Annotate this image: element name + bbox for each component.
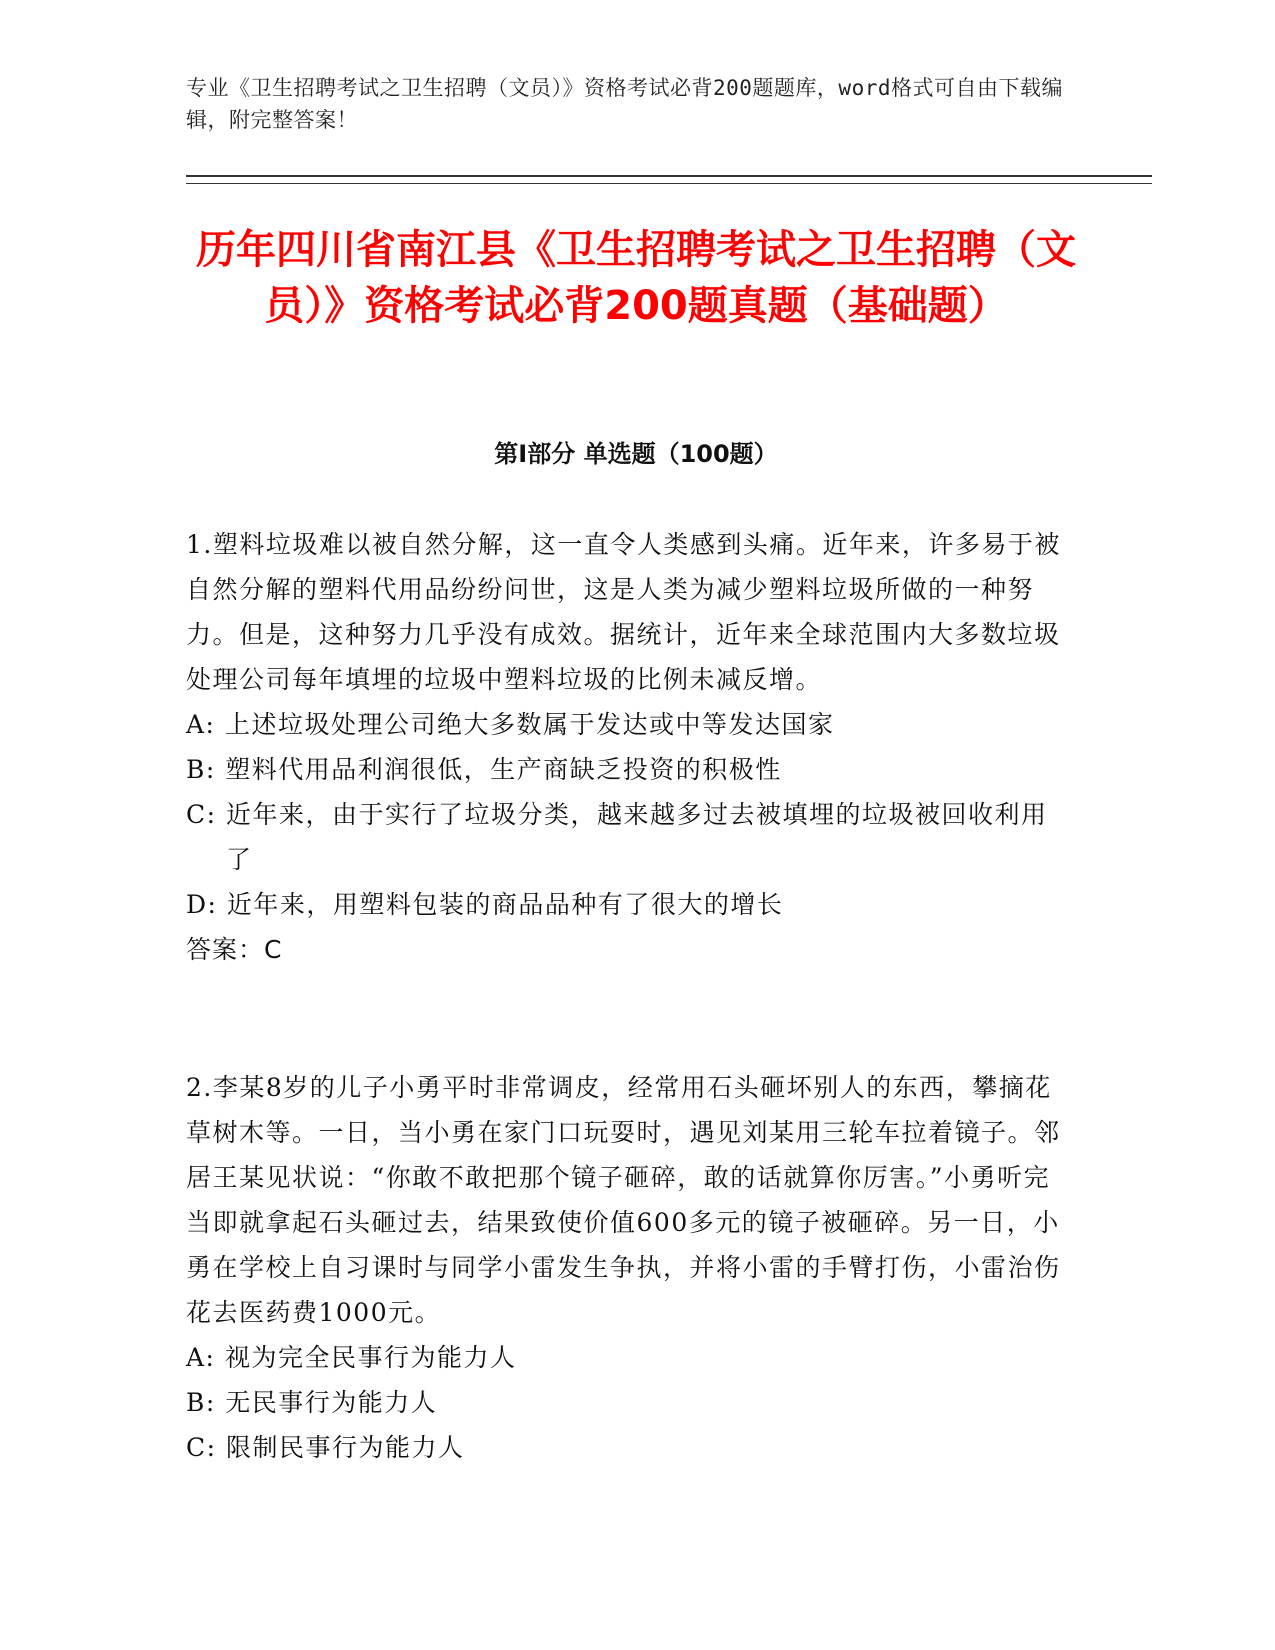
question-stem: 1.塑料垃圾难以被自然分解，这一直令人类感到头痛。近年来，许多易于被自然分解的塑料代用品纷纷问世，这是人类为减少塑料垃圾所做的一种努力。但是，这种努力几乎没有成效。据统计，近年来全球范围内大多数垃圾处理公司每年填埋的垃圾中塑料垃圾的比例未减反增。 xyxy=(186,530,1061,694)
option-text: 塑料代用品利润很低，生产商缺乏投资的积极性 xyxy=(225,755,782,784)
section-heading: 第Ⅰ部分 单选题（100题） xyxy=(494,440,778,468)
option-letter: C: xyxy=(186,1433,226,1462)
header-divider-thin xyxy=(186,183,1152,184)
option-letter: A: xyxy=(186,1343,225,1372)
question-stem: 2.李某8岁的儿子小勇平时非常调皮，经常用石头砸坏别人的东西，攀摘花草树木等。一日，当小勇在家门口玩耍时，遇见刘某用三轮车拉着镜子。邻居王某见状说：“你敢不敢把那个镜子砸碎，敢的话就算你厉害。”小勇听完当即就拿起石头砸过去，结果致使价值600多元的镜子被砸碎。另一日，小勇在学校上自习课时与同学小雷发生争执，并将小雷的手臂打伤，小雷治伤花去医药费1000元。 xyxy=(186,1073,1061,1327)
option-c xyxy=(186,1425,1071,1470)
question-1 xyxy=(186,522,1071,972)
document-title: 历年四川省南江县《卫生招聘考试之卫生招聘（文员）》资格考试必背200题真题（基础题） xyxy=(196,227,1076,329)
header-divider-thick xyxy=(186,175,1152,177)
answer-line: 答案：C xyxy=(186,935,283,964)
option-b xyxy=(186,747,1071,792)
option-letter: C: xyxy=(186,800,226,829)
option-d xyxy=(186,882,1071,927)
option-c xyxy=(186,792,1071,882)
option-text: 近年来，由于实行了垃圾分类，越来越多过去被填埋的垃圾被回收利用了 xyxy=(226,800,1048,874)
option-text: 上述垃圾处理公司绝大多数属于发达或中等发达国家 xyxy=(224,710,835,739)
option-letter: B: xyxy=(186,755,226,784)
option-text: 无民事行为能力人 xyxy=(225,1388,438,1417)
question-2 xyxy=(186,1065,1071,1470)
option-text: 视为完全民事行为能力人 xyxy=(224,1343,517,1372)
header-note: 专业《卫生招聘考试之卫生招聘（文员）》资格考试必背200题题库，word格式可自由下载编辑，附完整答案！ xyxy=(186,76,1063,132)
option-letter: B: xyxy=(186,1388,226,1417)
option-a xyxy=(186,702,1071,747)
option-a xyxy=(186,1335,1071,1380)
option-letter: A: xyxy=(186,710,225,739)
option-letter: D: xyxy=(186,890,227,919)
option-b xyxy=(186,1380,1071,1425)
option-text: 近年来，用塑料包装的商品品种有了很大的增长 xyxy=(226,890,784,919)
option-text: 限制民事行为能力人 xyxy=(226,1433,465,1462)
